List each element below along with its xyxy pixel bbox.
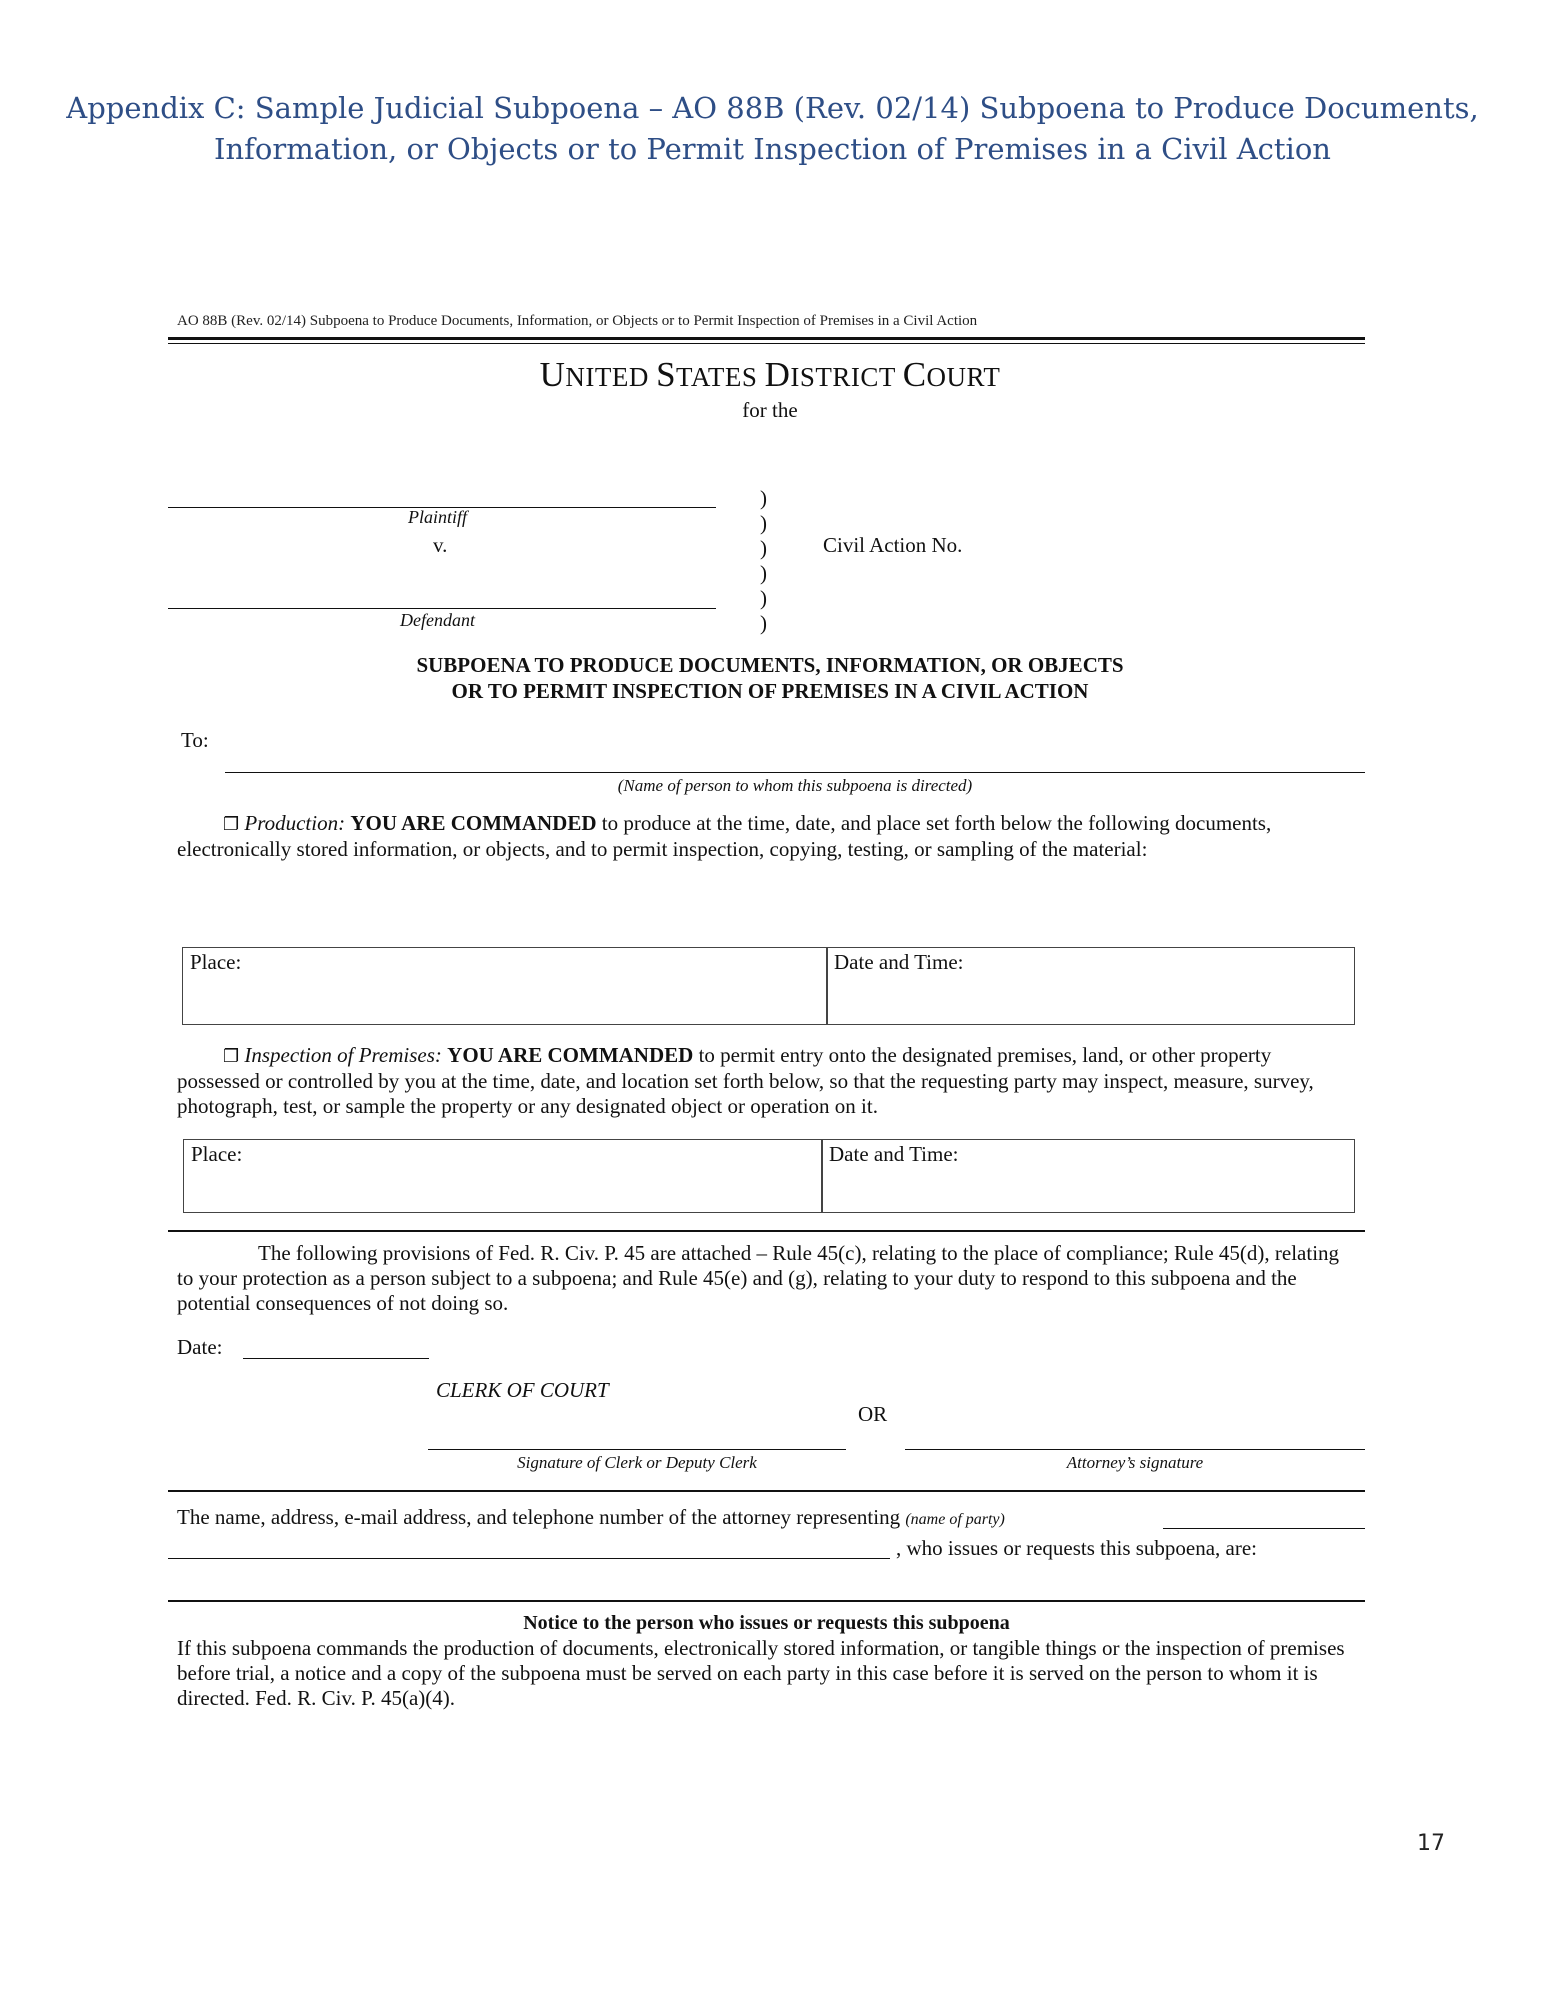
name-of-party-label: (name of party)	[905, 1511, 1005, 1528]
inspection-checkbox[interactable]: ❐	[223, 1046, 240, 1067]
page-number: 17	[1417, 1831, 1445, 1856]
production-paragraph	[177, 811, 1357, 862]
versus-label: v.	[433, 533, 448, 557]
clerk-signature-line[interactable]	[428, 1449, 846, 1450]
notice-rule	[168, 1600, 1365, 1602]
inspection-text: to permit entry onto the designated premises, land, or other property possessed or controlled by you at the time, date, and location set forth below, so that the requesting party may inspect, measure, survey, photograph, test, or sample the property or any designated object or operation on it.	[177, 1043, 1314, 1118]
or-label: OR	[858, 1402, 888, 1426]
date-line[interactable]	[243, 1358, 429, 1359]
caption-paren: )	[760, 536, 767, 560]
defendant-line	[168, 608, 716, 609]
caption-paren: )	[760, 611, 767, 635]
production-command: YOU ARE COMMANDED	[350, 811, 597, 835]
inspection-paragraph	[177, 1043, 1357, 1119]
issues-text: , who issues or requests this subpoena, are:	[896, 1536, 1258, 1560]
attorney-info-text: The name, address, e-mail address, and telephone number of the attorney representing (name of party)	[177, 1505, 1005, 1529]
plaintiff-label: Plaintiff	[408, 507, 468, 527]
inspection-place-label: Place:	[191, 1142, 243, 1166]
clerk-signature-caption: Signature of Clerk or Deputy Clerk	[517, 1453, 757, 1472]
caption-paren: )	[760, 586, 767, 610]
civil-action-label: Civil Action No.	[823, 533, 963, 557]
caption-paren: )	[760, 561, 767, 585]
notice-title: Notice to the person who issues or requests this subpoena	[523, 1612, 1010, 1634]
production-place-label: Place:	[190, 950, 242, 974]
production-place-box[interactable]	[182, 947, 1355, 1025]
production-label: Production:	[244, 811, 346, 835]
subpoena-title: SUBPOENA TO PRODUCE DOCUMENTS, INFORMATION, OR OBJECTS OR TO PERMIT INSPECTION OF PREMISES IN A CIVIL ACTION	[416, 653, 1124, 703]
court-title: UNITED STATES DISTRICT COURT	[539, 355, 1001, 394]
inspection-place-box[interactable]	[183, 1139, 1355, 1213]
inspection-box-divider	[821, 1140, 823, 1212]
attorney-name-line[interactable]	[168, 1558, 890, 1559]
to-caption: (Name of person to whom this subpoena is directed)	[617, 776, 973, 795]
party-name-line[interactable]	[1163, 1528, 1365, 1529]
to-name-line[interactable]	[225, 772, 1365, 773]
caption-paren: )	[760, 486, 767, 510]
inspection-date-time-label: Date and Time:	[829, 1142, 959, 1166]
production-text: to produce at the time, date, and place set forth below the following documents, electronically stored information, or objects, and to permit inspection, copying, testing, or sampling of the material:	[177, 811, 1272, 861]
inspection-label: Inspection of Premises:	[244, 1043, 442, 1067]
inspection-command: YOU ARE COMMANDED	[447, 1043, 694, 1067]
attorney-signature-caption: Attorney’s signature	[1066, 1453, 1204, 1472]
provisions-text: The following provisions of Fed. R. Civ. P. 45 are attached – Rule 45(c), relating to the place of compliance; Rule 45(d), relating to your protection as a person subject to a subpoena; and Rule 45(e) and (g), relating to your duty to respond to this subpoena and the potential consequences of not doing so.	[177, 1241, 1340, 1315]
production-checkbox[interactable]: ❐	[223, 814, 240, 835]
to-label: To:	[181, 728, 209, 752]
header-rule-thin	[168, 343, 1365, 344]
production-box-divider	[826, 948, 828, 1024]
attorney-rule	[168, 1490, 1365, 1492]
for-the-text: for the	[742, 398, 798, 422]
header-rule-thick	[168, 337, 1365, 340]
form-header: AO 88B (Rev. 02/14) Subpoena to Produce Documents, Information, or Objects or to Permit Inspection of Premises in a Civil Action	[177, 313, 978, 329]
production-date-time-label: Date and Time:	[834, 950, 964, 974]
notice-body: If this subpoena commands the production of documents, electronically stored information, or tangible things or the inspection of premises before trial, a notice and a copy of the subpoena must be served on each party in this case before it is served on the person to whom it is directed. Fed. R. Civ. P. 45(a)(4).	[177, 1636, 1345, 1710]
appendix-title-line1: Appendix C: Sample Judicial Subpoena – AO 88B (Rev. 02/14) Subpoena to Produce Documents,	[66, 91, 1479, 125]
caption-paren: )	[760, 511, 767, 535]
provisions-rule	[168, 1230, 1365, 1232]
defendant-label: Defendant	[400, 610, 475, 630]
appendix-title-line2: Information, or Objects or to Permit Inspection of Premises in a Civil Action	[214, 132, 1331, 166]
attorney-signature-line[interactable]	[905, 1449, 1365, 1450]
clerk-of-court: CLERK OF COURT	[436, 1378, 609, 1402]
date-label: Date:	[177, 1335, 223, 1359]
appendix-title	[60, 88, 1485, 170]
